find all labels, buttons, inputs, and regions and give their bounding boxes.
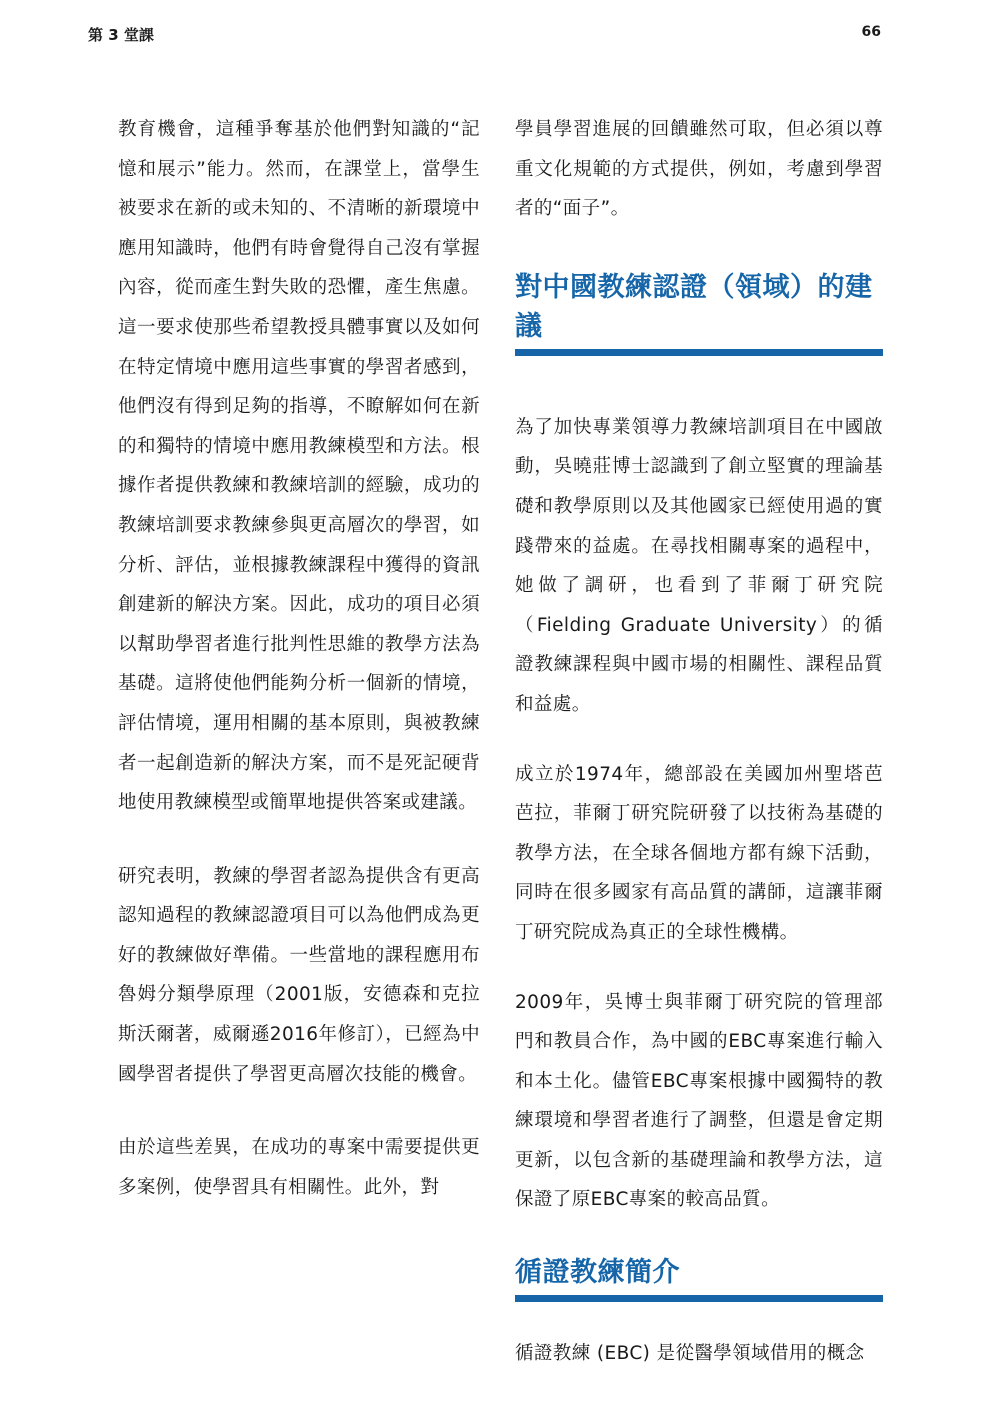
- page-number: 66: [861, 24, 881, 40]
- body-paragraph: 循證教練 (EBC) 是從醫學領域借用的概念: [515, 1343, 865, 1365]
- body-paragraph: 由於這些差異，在成功的專案中需要提供更多案例，使學習具有相關性。此外，對: [118, 1137, 480, 1198]
- right-column: [515, 110, 883, 1374]
- lesson-label: 第 3 堂課: [88, 26, 154, 44]
- body-paragraph: 教育機會，這種爭奪基於他們對知識的“記憶和展示”能力。然而，在課堂上，當學生被要求在新的或未知的、不清晰的新環境中應用知識時，他們有時會覺得自己沒有掌握內容，從而產生對失敗的恐懼，產生焦慮。這一要求使那些希望教授具體事實以及如何在特定情境中應用這些事實的學習者感到，他們沒有得到足夠的指導，不瞭解如何在新的和獨特的情境中應用教練模型和方法。根據作者提供教練和教練培訓的經驗，成功的教練培訓要求教練參與更高層次的學習，如分析、評估，並根據教練課程中獲得的資訊創建新的解決方案。因此，成功的項目必須以幫助學習者進行批判性思維的教學方法為基礎。這將使他們能夠分析一個新的情境，評估情境，運用相關的基本原則，與被教練者一起創造新的解決方案，而不是死記硬背地使用教練模型或簡單地提供答案或建議。: [118, 119, 480, 814]
- body-paragraph: 2009年，吳博士與菲爾丁研究院的管理部門和教員合作，為中國的EBC專案進行輸入和本土化。儘管EBC專案根據中國獨特的教練環境和學習者進行了調整，但還是會定期更新，以包含新的基礎理論和教學方法，這保證了原EBC專案的較高品質。: [515, 991, 883, 1211]
- left-column: [118, 110, 480, 1207]
- body-paragraph: 學員學習進展的回饋雖然可取，但必須以尊重文化規範的方式提供，例如，考慮到學習者的“面子”。: [515, 119, 883, 220]
- body-paragraph: 為了加快專業領導力教練培訓項目在中國啟動，吳曉莊博士認識到了創立堅實的理論基礎和教學原則以及其他國家已經使用過的實踐帶來的益處。在尋找相關專案的過程中，她做了調研，也看到了菲爾丁研究院（Fielding Graduate University）的循證教練課程與中國市場的相關性、課程品質和益處。: [515, 416, 883, 715]
- body-paragraph: 成立於1974年，總部設在美國加州聖塔芭芭拉，菲爾丁研究院研發了以技術為基礎的教學方法，在全球各個地方都有線下活動，同時在很多國家有高品質的講師，這讓菲爾丁研究院成為真正的全球性機構。: [515, 763, 883, 943]
- body-paragraph: 研究表明，教練的學習者認為提供含有更高認知過程的教練認證項目可以為他們成為更好的教練做好準備。一些當地的課程應用布魯姆分類學原理（2001版，安德森和克拉斯沃爾著，威爾遜2016年修訂），已經為中國學習者提供了學習更高層次技能的機會。: [118, 865, 480, 1085]
- section-heading: 對中國教練認證（領域）的建議: [515, 265, 883, 356]
- section-heading: 循證教練簡介: [515, 1250, 883, 1302]
